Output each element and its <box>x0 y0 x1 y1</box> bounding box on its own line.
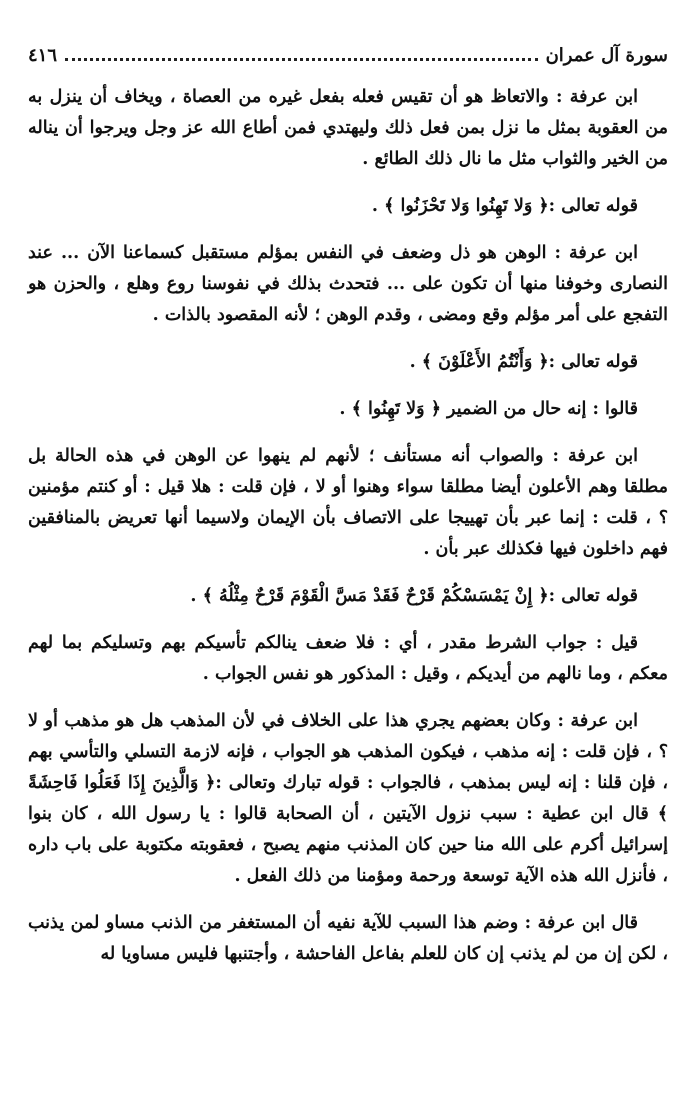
paragraph-commentary-2 <box>28 238 668 331</box>
paragraph-commentary-7 <box>28 908 668 970</box>
paragraph-text: ابن عرفة : والاتعاظ هو أن تقيس فعله بفعل غيره من العصاة ، ويخاف أن ينزل به من العقوبة بمثل ما نزل بمن فعل ذلك وليهتدي فمن أطاع الله عز وجل ويرجوا أن يناله من الخير والثواب مثل ما نال ذلك الطائع . <box>28 87 668 169</box>
paragraph-text: ابن عرفة : الوهن هو ذل وضعف في النفس بمؤلم مستقبل كسماعنا الآن ... عند النصارى وخوفنا منها أن تكون على ... فتحدث بذلك في نفوسنا روع وهلع ، والحزن هو التفجع على أمر مؤلم وقع ومضى ، وقدم الوهن ؛ لأنه المقصود بالذات . <box>28 243 668 325</box>
surah-title: سورة آل عمران <box>545 44 668 66</box>
paragraph-commentary-6 <box>28 706 668 892</box>
paragraph-text: ابن عرفة : والصواب أنه مستأنف ؛ لأنهم لم ينهوا عن الوهن في هذه الحالة بل مطلقا وهم الأعلون أيضا مطلقا سواء وهنوا أو لا ، فإن قلت : هلا قيل : أو كنتم مؤمنين ؟ ، قلت : إنما عبر بأن تهييجا على الاتصاف بأن الإيمان ولاسيما أنها تعريض بالمنافقين فهم داخلون فيها فكذلك عبر بأن . <box>28 446 668 559</box>
paragraph-text: قالوا : إنه حال من الضمير ﴿ وَلا تَهِنُوا ﴾ . <box>339 399 638 419</box>
paragraph-text: قيل : جواب الشرط مقدر ، أي : فلا ضعف ينالكم تأسيكم بهم وتسليكم بما لهم معكم ، وما نالهم من أيديكم ، وقيل : المذكور هو نفس الجواب . <box>28 633 668 684</box>
paragraph-commentary-5 <box>28 628 668 690</box>
paragraph-verse-2 <box>28 347 668 378</box>
paragraph-commentary-1 <box>28 82 668 175</box>
paragraph-verse-3 <box>28 581 668 612</box>
verse-text: قوله تعالى :﴿ وَلا تَهِنُوا وَلا تَحْزَنُوا ﴾ . <box>371 196 638 216</box>
paragraph-commentary-3 <box>28 394 668 425</box>
header-dotted-rule <box>65 58 538 61</box>
paragraph-verse-1 <box>28 191 668 222</box>
verse-text: قوله تعالى :﴿ وَأَنْتُمُ الأَعْلَوْنَ ﴾ . <box>409 352 638 372</box>
paragraph-commentary-4 <box>28 441 668 565</box>
paragraph-text: ابن عرفة : وكان بعضهم يجري هذا على الخلاف في لأن المذهب هل هو مذهب أو لا ؟ ، فإن قلت : إنه مذهب ، فيكون المذهب هو الجواب ، فإنه لازمة التسلي والتأسي بهم ، فإن قلنا : إنه ليس بمذهب ، فالجواب : قوله تبارك وتعالى :﴿ وَالَّذِينَ إِذَا فَعَلُوا فَاحِشَةً ﴾ قال ابن عطية : سبب نزول الآيتين ، أن الصحابة قالوا : يا رسول الله ، كان بنوا إسرائيل أكرم على الله منا حين كان المذنب منهم يصبح ، فعقوبته مكتوبة على باب داره ، فأنزل الله هذه الآية توسعة ورحمة ومؤمنا من ذلك الفعل . <box>28 711 668 886</box>
document-page <box>28 40 668 970</box>
running-header <box>28 40 668 70</box>
paragraph-text: قال ابن عرفة : وضم هذا السبب للآية نفيه أن المستغفر من الذنب مساو لمن يذنب ، لكن إن من لم يذنب إن كان للعلم بفاعل الفاحشة ، وأجتنبها فليس مساويا له <box>28 913 668 964</box>
page-number: ٤١٦ <box>28 44 58 66</box>
verse-text: قوله تعالى :﴿ إِنْ يَمْسَسْكُمْ قَرْحٌ فَقَدْ مَسَّ الْقَوْمَ قَرْحٌ مِثْلُهُ ﴾ . <box>190 586 638 606</box>
